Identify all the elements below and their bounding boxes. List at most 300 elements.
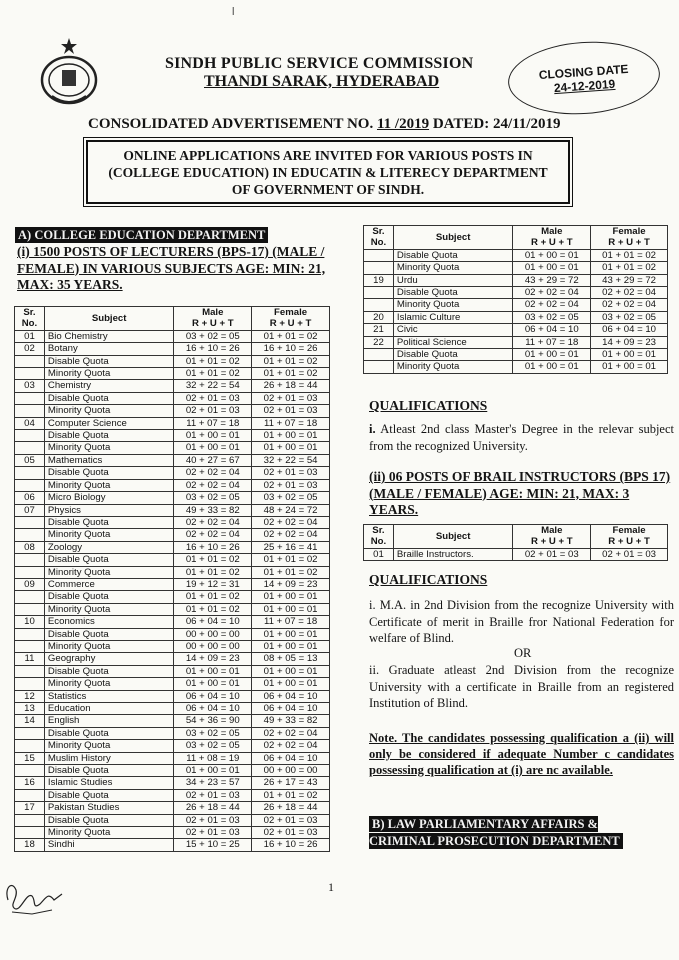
cell-female: 08 + 05 = 13 (252, 653, 330, 665)
cell-female: 01 + 00 = 01 (252, 640, 330, 652)
table-row (15, 529, 330, 541)
col-male: Male R + U + T (513, 226, 591, 250)
cell-subject: Minority Quota (44, 368, 173, 380)
cell-sr (15, 765, 45, 777)
cell-male: 01 + 01 = 02 (174, 566, 252, 578)
cell-sr: 16 (15, 777, 45, 789)
cell-male: 01 + 01 = 02 (174, 355, 252, 367)
col-sr: Sr. No. (364, 525, 394, 549)
cell-subject: Zoology (44, 541, 173, 553)
cell-sr (15, 640, 45, 652)
table-row (15, 355, 330, 367)
cell-male: 16 + 10 = 26 (174, 541, 252, 553)
cell-subject: Minority Quota (44, 678, 173, 690)
cell-female: 00 + 00 = 00 (252, 765, 330, 777)
adv-number: 11 /2019 (376, 116, 430, 132)
cell-male: 02 + 01 = 03 (174, 405, 252, 417)
cell-female: 01 + 00 = 01 (591, 349, 668, 361)
lecturers-table (14, 306, 330, 852)
table-row (15, 653, 330, 665)
cell-female: 26 + 18 = 44 (252, 802, 330, 814)
cell-subject: Geography (44, 653, 173, 665)
table-row (15, 541, 330, 553)
cell-sr: 02 (15, 343, 45, 355)
cell-sr: 09 (15, 578, 45, 590)
note-paragraph: Note. The candidates possessing qualification a (ii) will only be considered if adequate Number c candidates possessing qualification at (i) are nc available. (369, 731, 674, 777)
cell-female: 25 + 16 = 41 (252, 541, 330, 553)
cell-female: 01 + 01 = 02 (591, 249, 668, 261)
cell-sr: 01 (15, 330, 45, 342)
table-row (15, 368, 330, 380)
table-row (15, 566, 330, 578)
cell-sr: 15 (15, 752, 45, 764)
col-sr: Sr. No. (364, 226, 394, 250)
table-row (364, 548, 668, 560)
cell-subject: Disable Quota (44, 591, 173, 603)
col-male: Male R + U + T (513, 525, 591, 549)
cell-female: 01 + 00 = 01 (252, 678, 330, 690)
cell-male: 03 + 02 = 05 (513, 311, 591, 323)
cell-subject: Disable Quota (44, 665, 173, 677)
cell-sr (15, 814, 45, 826)
adv-prefix: CONSOLIDATED ADVERTISEMENT NO. (88, 116, 374, 132)
qualifications-heading-2: QUALIFICATIONS (369, 572, 488, 587)
table-row (15, 492, 330, 504)
cell-female: 01 + 00 = 01 (252, 591, 330, 603)
cell-female: 26 + 17 = 43 (252, 777, 330, 789)
table-row (15, 430, 330, 442)
cell-female: 01 + 01 = 02 (252, 566, 330, 578)
cell-sr: 04 (15, 417, 45, 429)
cell-female: 16 + 10 = 26 (252, 839, 330, 851)
cell-male: 01 + 00 = 01 (513, 262, 591, 274)
notice-line-1: ONLINE APPLICATIONS ARE INVITED FOR VARIOUS POSTS IN (123, 148, 533, 163)
table-row (15, 442, 330, 454)
cell-male: 02 + 02 = 04 (513, 299, 591, 311)
cell-sr (15, 603, 45, 615)
closing-date-value: 24-12-2019 (553, 76, 616, 96)
cell-subject: Botany (44, 343, 173, 355)
cell-subject: Disable Quota (44, 355, 173, 367)
table-row (364, 299, 668, 311)
cell-sr: 11 (15, 653, 45, 665)
table-row (15, 678, 330, 690)
cell-subject: Minority Quota (44, 405, 173, 417)
notice-box (86, 140, 570, 204)
cell-sr: 06 (15, 492, 45, 504)
commission-address: THANDI SARAK, HYDERABAD (204, 73, 440, 90)
cell-male: 43 + 29 = 72 (513, 274, 591, 286)
adv-date: DATED: 24/11/2019 (432, 116, 561, 132)
table-row (15, 405, 330, 417)
col-female: Female R + U + T (591, 226, 668, 250)
cell-male: 40 + 27 = 67 (174, 454, 252, 466)
table-row (15, 467, 330, 479)
lecturers-table-continued (363, 225, 668, 374)
table-row (15, 727, 330, 739)
cell-male: 01 + 01 = 02 (174, 591, 252, 603)
cell-sr (15, 727, 45, 739)
cell-sr (15, 442, 45, 454)
cell-male: 32 + 22 = 54 (174, 380, 252, 392)
cell-subject: Commerce (44, 578, 173, 590)
cell-female: 06 + 04 = 10 (252, 703, 330, 715)
cell-female: 14 + 09 = 23 (252, 578, 330, 590)
table-row (364, 361, 668, 373)
cell-female: 02 + 02 = 04 (252, 727, 330, 739)
cell-male: 11 + 08 = 19 (174, 752, 252, 764)
lecturers-heading: (i) 1500 POSTS OF LECTURERS (BPS-17) (MALE / FEMALE) IN VARIOUS SUBJECTS AGE: MIN: 21, MAX: 35 YEARS. (17, 244, 326, 292)
cell-subject: Muslim History (44, 752, 173, 764)
table-row (15, 640, 330, 652)
cell-male: 01 + 01 = 02 (174, 368, 252, 380)
table-row (15, 765, 330, 777)
table-row (15, 802, 330, 814)
cell-sr (15, 554, 45, 566)
cell-subject: Bio Chemistry (44, 330, 173, 342)
cell-sr (364, 349, 394, 361)
cell-male: 03 + 02 = 05 (174, 727, 252, 739)
table-row (15, 603, 330, 615)
cell-sr: 10 (15, 616, 45, 628)
table-row (15, 417, 330, 429)
cell-male: 00 + 00 = 00 (174, 640, 252, 652)
cell-female: 02 + 01 = 03 (252, 392, 330, 404)
table-row (15, 715, 330, 727)
cell-male: 01 + 00 = 01 (513, 349, 591, 361)
cell-male: 26 + 18 = 44 (174, 802, 252, 814)
cell-male: 02 + 02 = 04 (174, 529, 252, 541)
cell-sr (364, 287, 394, 299)
cell-male: 02 + 01 = 03 (174, 814, 252, 826)
advertisement-number-line (88, 116, 560, 133)
cell-subject: Disable Quota (44, 392, 173, 404)
table-row (15, 839, 330, 851)
cell-male: 02 + 01 = 03 (174, 789, 252, 801)
cell-male: 01 + 01 = 02 (174, 603, 252, 615)
cell-female: 02 + 02 = 04 (591, 299, 668, 311)
qualification-brail-ii: ii. Graduate atleast 2nd Division from the recognize University with a certificate in Braille from an registered Institution of Blind. (369, 663, 674, 710)
cell-male: 01 + 00 = 01 (174, 765, 252, 777)
cell-subject: Disable Quota (44, 516, 173, 528)
cell-sr (15, 392, 45, 404)
cell-sr (364, 299, 394, 311)
cell-subject: Minority Quota (44, 640, 173, 652)
cell-male: 01 + 00 = 01 (513, 361, 591, 373)
table-row (15, 479, 330, 491)
cell-male: 49 + 33 = 82 (174, 504, 252, 516)
cell-subject: Economics (44, 616, 173, 628)
cell-female: 49 + 33 = 82 (252, 715, 330, 727)
cell-subject: Computer Science (44, 417, 173, 429)
cell-sr: 19 (364, 274, 394, 286)
cell-male: 15 + 10 = 25 (174, 839, 252, 851)
cell-subject: Urdu (393, 274, 512, 286)
table-row (15, 740, 330, 752)
cell-sr (364, 249, 394, 261)
cell-female: 02 + 01 = 03 (252, 479, 330, 491)
cell-female: 14 + 09 = 23 (591, 336, 668, 348)
cell-male: 06 + 04 = 10 (174, 690, 252, 702)
cell-subject: Minority Quota (393, 361, 512, 373)
cell-sr (15, 827, 45, 839)
cell-subject: Physics (44, 504, 173, 516)
cell-female: 01 + 00 = 01 (591, 361, 668, 373)
cell-female: 02 + 01 = 03 (252, 405, 330, 417)
table-row (15, 343, 330, 355)
cell-sr: 12 (15, 690, 45, 702)
cell-female: 01 + 01 = 02 (252, 355, 330, 367)
cell-subject: Education (44, 703, 173, 715)
table-row (15, 703, 330, 715)
cell-female: 32 + 22 = 54 (252, 454, 330, 466)
brail-table (363, 524, 668, 561)
cell-subject: Minority Quota (44, 479, 173, 491)
cell-male: 34 + 23 = 57 (174, 777, 252, 789)
table-row (15, 330, 330, 342)
cell-sr (15, 789, 45, 801)
cell-subject: Disable Quota (393, 349, 512, 361)
cell-female: 48 + 24 = 72 (252, 504, 330, 516)
cell-subject: Braille Instructors. (393, 548, 513, 560)
notice-line-2: (COLLEGE EDUCATION) IN EDUCATIN & LITERECY DEPARTMENT (108, 165, 548, 180)
cell-subject: Statistics (44, 690, 173, 702)
cell-subject: Disable Quota (44, 430, 173, 442)
qual1-text: Atleast 2nd class Master's Degree in the relevar subject from the recognized University. (369, 422, 674, 453)
cell-sr (15, 591, 45, 603)
cell-subject: Disable Quota (44, 814, 173, 826)
col-sr: Sr. No. (15, 307, 45, 331)
table-row (364, 311, 668, 323)
cell-subject: Chemistry (44, 380, 173, 392)
table-row (15, 380, 330, 392)
table-row (364, 262, 668, 274)
cell-sr: 13 (15, 703, 45, 715)
cell-female: 01 + 01 = 02 (591, 262, 668, 274)
cell-sr (15, 665, 45, 677)
cell-male: 02 + 01 = 03 (174, 392, 252, 404)
cell-subject: Political Science (393, 336, 512, 348)
closing-date-label: CLOSING DATE (538, 61, 629, 83)
qual1-number: i. (369, 422, 376, 436)
notice-line-3: OF GOVERNMENT OF SINDH. (231, 182, 425, 197)
table-row (15, 554, 330, 566)
cell-subject: Minority Quota (44, 566, 173, 578)
cell-subject: English (44, 715, 173, 727)
cell-subject: Disable Quota (44, 628, 173, 640)
stray-mark: l (232, 6, 235, 18)
col-subject: Subject (393, 525, 513, 549)
table-row (15, 516, 330, 528)
col-subject: Subject (44, 307, 173, 331)
cell-male: 02 + 01 = 03 (174, 827, 252, 839)
cell-female: 06 + 04 = 10 (252, 690, 330, 702)
or-separator: OR (514, 646, 532, 660)
table-row (15, 827, 330, 839)
cell-female: 02 + 01 = 03 (252, 814, 330, 826)
cell-male: 19 + 12 = 31 (174, 578, 252, 590)
table-row (364, 336, 668, 348)
cell-subject: Minority Quota (44, 442, 173, 454)
table-row (364, 349, 668, 361)
col-male: Male R + U + T (174, 307, 252, 331)
cell-male: 00 + 00 = 00 (174, 628, 252, 640)
cell-sr (15, 430, 45, 442)
cell-female: 02 + 02 = 04 (252, 740, 330, 752)
cell-sr: 14 (15, 715, 45, 727)
cell-male: 01 + 00 = 01 (174, 442, 252, 454)
commission-name: SINDH PUBLIC SERVICE COMMISSION (165, 55, 474, 72)
cell-male: 11 + 07 = 18 (513, 336, 591, 348)
cell-subject: Disable Quota (393, 287, 512, 299)
cell-subject: Islamic Studies (44, 777, 173, 789)
qualification-brail-i: i. M.A. in 2nd Division from the recognize University with Certificate of merit in Braille fror National Federation for welfare of Blind. (369, 598, 674, 645)
table-row (15, 690, 330, 702)
cell-female: 01 + 00 = 01 (252, 603, 330, 615)
cell-female: 02 + 01 = 03 (252, 827, 330, 839)
cell-sr (364, 262, 394, 274)
cell-male: 01 + 00 = 01 (513, 249, 591, 261)
cell-subject: Disable Quota (44, 554, 173, 566)
cell-female: 02 + 01 = 03 (591, 548, 668, 560)
cell-female: 01 + 01 = 02 (252, 368, 330, 380)
cell-male: 02 + 02 = 04 (174, 467, 252, 479)
cell-sr: 22 (364, 336, 394, 348)
cell-subject: Minority Quota (393, 299, 512, 311)
signature-scribble (2, 870, 72, 920)
cell-sr: 08 (15, 541, 45, 553)
cell-male: 01 + 01 = 02 (174, 554, 252, 566)
cell-male: 03 + 02 = 05 (174, 492, 252, 504)
commission-seal-logo (38, 36, 100, 106)
cell-male: 06 + 04 = 10 (174, 703, 252, 715)
col-female: Female R + U + T (252, 307, 330, 331)
cell-subject: Minority Quota (44, 529, 173, 541)
cell-sr: 18 (15, 839, 45, 851)
table-row (15, 628, 330, 640)
cell-subject: Disable Quota (393, 249, 512, 261)
cell-female: 01 + 00 = 01 (252, 442, 330, 454)
cell-male: 02 + 02 = 04 (174, 516, 252, 528)
cell-subject: Minority Quota (393, 262, 512, 274)
cell-sr: 17 (15, 802, 45, 814)
cell-sr: 05 (15, 454, 45, 466)
cell-female: 01 + 00 = 01 (252, 628, 330, 640)
table-row (364, 324, 668, 336)
cell-sr (364, 361, 394, 373)
cell-subject: Disable Quota (44, 467, 173, 479)
cell-male: 01 + 00 = 01 (174, 665, 252, 677)
cell-female: 01 + 01 = 02 (252, 789, 330, 801)
cell-female: 16 + 10 = 26 (252, 343, 330, 355)
table-row (15, 789, 330, 801)
cell-male: 14 + 09 = 23 (174, 653, 252, 665)
cell-female: 01 + 01 = 02 (252, 330, 330, 342)
table-row (15, 504, 330, 516)
cell-subject: Micro Biology (44, 492, 173, 504)
table-row (364, 287, 668, 299)
cell-subject: Sindhi (44, 839, 173, 851)
cell-female: 06 + 04 = 10 (591, 324, 668, 336)
col-subject: Subject (393, 226, 512, 250)
cell-subject: Minority Quota (44, 740, 173, 752)
cell-female: 02 + 01 = 03 (252, 467, 330, 479)
cell-sr (15, 529, 45, 541)
cell-subject: Mathematics (44, 454, 173, 466)
cell-female: 26 + 18 = 44 (252, 380, 330, 392)
cell-sr (15, 516, 45, 528)
cell-female: 01 + 00 = 01 (252, 665, 330, 677)
closing-date-stamp (506, 37, 663, 119)
qualifications-heading: QUALIFICATIONS (369, 398, 488, 413)
cell-female: 06 + 04 = 10 (252, 752, 330, 764)
cell-sr: 07 (15, 504, 45, 516)
cell-sr (15, 368, 45, 380)
cell-male: 03 + 02 = 05 (174, 330, 252, 342)
section-a-title: A) COLLEGE EDUCATION DEPARTMENT (15, 227, 268, 243)
cell-female: 03 + 02 = 05 (252, 492, 330, 504)
table-row (15, 665, 330, 677)
col-female: Female R + U + T (591, 525, 668, 549)
cell-subject: Minority Quota (44, 827, 173, 839)
table-row (15, 777, 330, 789)
cell-male: 01 + 00 = 01 (174, 678, 252, 690)
cell-subject: Minority Quota (44, 603, 173, 615)
cell-female: 02 + 02 = 04 (591, 287, 668, 299)
qualification-lecturers (369, 421, 674, 454)
table-row (15, 814, 330, 826)
cell-female: 43 + 29 = 72 (591, 274, 668, 286)
cell-male: 54 + 36 = 90 (174, 715, 252, 727)
cell-subject: Disable Quota (44, 765, 173, 777)
cell-male: 03 + 02 = 05 (174, 740, 252, 752)
cell-sr (15, 628, 45, 640)
brail-instructors-heading: (ii) 06 POSTS OF BRAIL INSTRUCTORS (BPS 17) (MALE / FEMALE) AGE: MIN: 21, MAX: 3 YEARS. (369, 469, 671, 517)
page-number: 1 (328, 880, 334, 894)
table-row (364, 274, 668, 286)
cell-sr: 20 (364, 311, 394, 323)
cell-sr: 03 (15, 380, 45, 392)
cell-female: 01 + 00 = 01 (252, 430, 330, 442)
table-row (364, 249, 668, 261)
cell-female: 11 + 07 = 18 (252, 616, 330, 628)
cell-female: 01 + 01 = 02 (252, 554, 330, 566)
cell-sr (15, 467, 45, 479)
cell-male: 01 + 00 = 01 (174, 430, 252, 442)
section-b-title: B) LAW PARLIAMENTARY AFFAIRS & CRIMINAL PROSECUTION DEPARTMENT (369, 816, 623, 849)
cell-sr: 21 (364, 324, 394, 336)
cell-sr: 01 (364, 548, 394, 560)
cell-male: 02 + 02 = 04 (513, 287, 591, 299)
cell-male: 02 + 02 = 04 (174, 479, 252, 491)
cell-subject: Civic (393, 324, 512, 336)
table-row (15, 752, 330, 764)
cell-male: 06 + 04 = 10 (513, 324, 591, 336)
cell-sr (15, 740, 45, 752)
cell-sr (15, 678, 45, 690)
cell-sr (15, 355, 45, 367)
cell-male: 02 + 01 = 03 (513, 548, 591, 560)
cell-subject: Disable Quota (44, 727, 173, 739)
table-row (15, 578, 330, 590)
cell-female: 03 + 02 = 05 (591, 311, 668, 323)
cell-subject: Pakistan Studies (44, 802, 173, 814)
table-row (15, 591, 330, 603)
table-row (15, 454, 330, 466)
cell-sr (15, 566, 45, 578)
cell-sr (15, 405, 45, 417)
cell-male: 16 + 10 = 26 (174, 343, 252, 355)
